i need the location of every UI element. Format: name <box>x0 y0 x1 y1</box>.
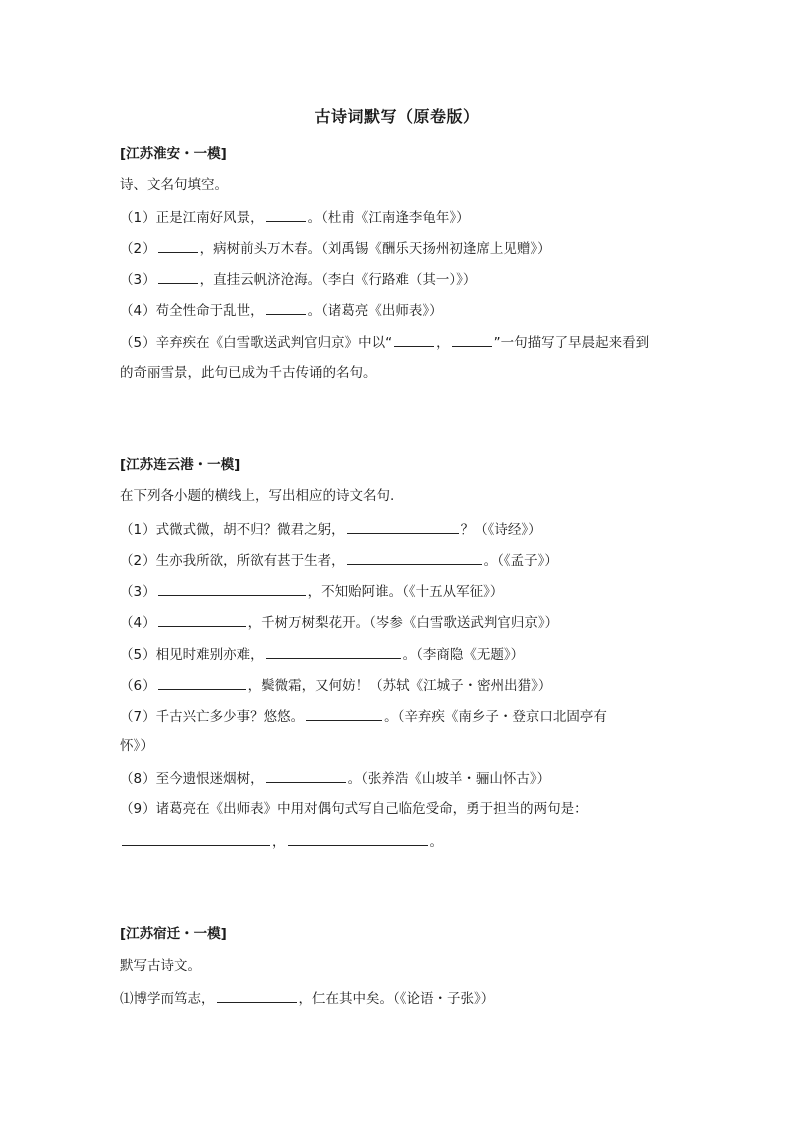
answer-blank[interactable] <box>158 269 198 284</box>
section-instruction: 默写古诗文。 <box>120 958 201 974</box>
question-text: （1）正是江南好风景， <box>120 210 264 226</box>
question-text: ⑴博学而笃志， <box>120 991 215 1007</box>
question-source: 。（张养浩《山坡羊・骊山怀古》） <box>347 771 551 787</box>
answer-blank[interactable] <box>394 332 434 347</box>
question-number: （3） <box>120 272 156 288</box>
question-text: （9）诸葛亮在《出师表》中用对偶句式写自己临危受命，勇于担当的两句是： <box>120 801 588 817</box>
question-item <box>120 612 690 632</box>
question-text: ，直挂云帆济沧海。（李白《行路难（其一）》） <box>199 272 477 288</box>
answer-blank[interactable] <box>452 332 492 347</box>
question-item <box>120 768 690 788</box>
page-title: 古诗词默写（原卷版） <box>314 107 480 126</box>
answer-blank[interactable] <box>158 581 306 596</box>
question-text: （1）式微式微，胡不归？微君之躬， <box>120 522 345 538</box>
section-header: [江苏淮安・一模] <box>120 146 227 162</box>
question-text: （5）辛弃疾在《白雪歌送武判官归京》中以“ <box>120 335 393 351</box>
answer-blank[interactable] <box>266 207 306 222</box>
question-text: （4）苟全性命于乱世， <box>120 303 264 319</box>
question-source: 。（《孟子》） <box>483 553 558 569</box>
question-text: ，鬓微霜，又何妨！（苏轼《江城子・密州出猎》） <box>247 678 552 694</box>
section-instruction: 在下列各小题的横线上，写出相应的诗文名句. <box>120 488 395 504</box>
answer-blank[interactable] <box>266 768 346 783</box>
answer-blank[interactable] <box>347 550 482 565</box>
question-item <box>120 519 690 539</box>
section-instruction: 诗、文名句填空。 <box>120 177 228 193</box>
question-item <box>120 800 690 818</box>
answer-blank[interactable] <box>266 300 306 315</box>
question-item <box>120 581 690 601</box>
answer-blank[interactable] <box>347 519 459 534</box>
question-number: （6） <box>120 678 156 694</box>
answer-blank[interactable] <box>158 238 198 253</box>
answer-blank[interactable] <box>288 831 428 846</box>
answer-blank[interactable] <box>158 612 246 627</box>
question-source: 。（诸葛亮《出师表》） <box>307 303 443 319</box>
question-item <box>120 706 690 726</box>
question-text: （5）相见时难别亦难， <box>120 647 264 663</box>
answer-blank[interactable] <box>266 644 401 659</box>
answer-blank[interactable] <box>158 675 246 690</box>
question-number: （3） <box>120 584 156 600</box>
answer-blank[interactable] <box>306 706 382 721</box>
question-item <box>120 269 690 289</box>
question-source: ，仁在其中矣。（《论语・子张》） <box>298 991 495 1007</box>
question-text: ， <box>272 834 286 850</box>
question-source: 。（李商隐《无题》） <box>402 647 525 663</box>
question-number: （4） <box>120 615 156 631</box>
question-text: （2）生亦我所欲，所欲有甚于生者， <box>120 553 345 569</box>
question-item <box>120 332 690 352</box>
question-text: 。 <box>429 834 443 850</box>
question-continuation: 的奇丽雪景，此句已成为千古传诵的名句。 <box>120 365 377 381</box>
question-item <box>120 644 690 664</box>
question-source: 。（辛弃疾《南乡子・登京口北固亭有 <box>384 709 607 725</box>
question-text: （8）至今遗恨迷烟树， <box>120 771 264 787</box>
question-text: ，不知贻阿谁。（《十五从军征》） <box>307 584 504 600</box>
question-item <box>120 550 690 570</box>
question-item <box>120 238 690 258</box>
question-number: （2） <box>120 241 156 257</box>
answer-blank[interactable] <box>217 988 297 1003</box>
question-text: （7）千古兴亡多少事？悠悠。 <box>120 709 305 725</box>
question-item <box>120 300 690 320</box>
question-item <box>120 988 690 1008</box>
question-text: ”一句描写了早晨起来看到 <box>493 335 650 351</box>
question-source: 。（杜甫《江南逢李龟年》） <box>307 210 470 226</box>
question-text: ， <box>436 335 450 351</box>
question-text: ，千树万树梨花开。（岑参《白雪歌送武判官归京》） <box>247 615 559 631</box>
section-header: [江苏连云港・一模] <box>120 457 241 473</box>
question-source: ？（《诗经》） <box>460 522 542 538</box>
question-text: ，病树前头万木春。（刘禹锡《酬乐天扬州初逢席上见赠》） <box>199 241 551 257</box>
section-header: [江苏宿迁・一模] <box>120 926 227 942</box>
question-item <box>120 207 690 227</box>
question-item <box>120 675 690 695</box>
answer-blank[interactable] <box>122 831 270 846</box>
question-answer-line <box>120 831 690 851</box>
question-continuation: 怀》） <box>120 738 154 754</box>
